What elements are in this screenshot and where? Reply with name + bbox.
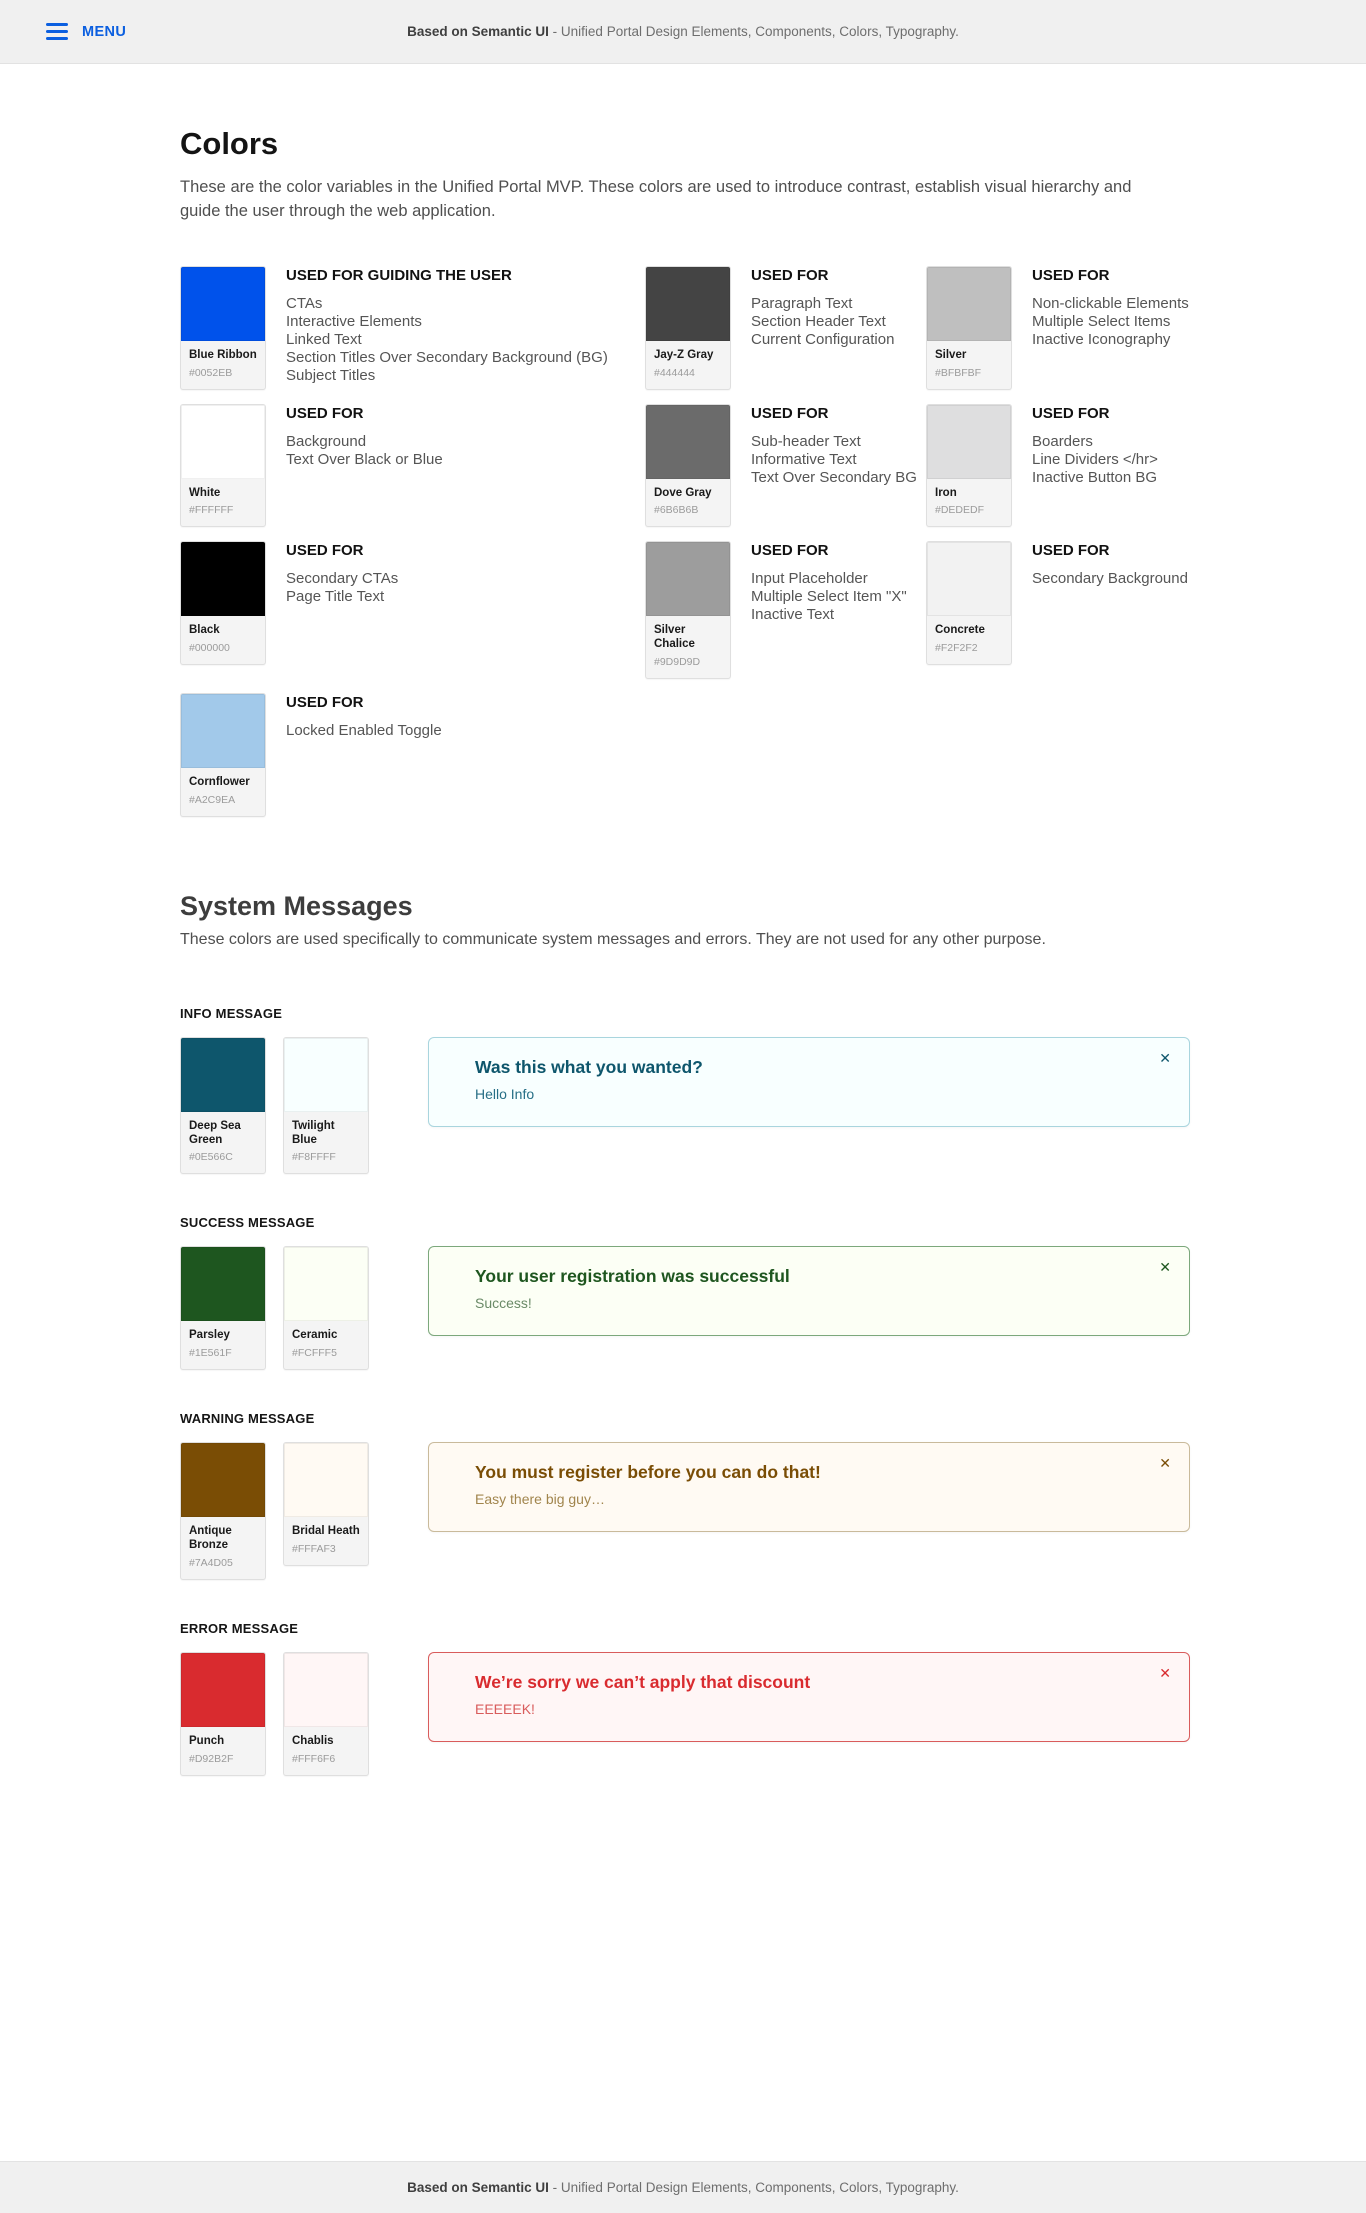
color-meta xyxy=(284,1727,368,1775)
color-cell xyxy=(645,541,926,679)
alert-title: We’re sorry we can’t apply that discount xyxy=(475,1671,811,1692)
color-chip xyxy=(181,542,265,616)
color-hex: #9D9D9D xyxy=(654,656,701,669)
used-for-item: Informative Text xyxy=(751,450,857,468)
color-chip xyxy=(927,542,1011,616)
color-hex: #6B6B6B xyxy=(654,504,699,517)
color-chip xyxy=(927,267,1011,341)
used-for-title: USED FOR xyxy=(286,404,364,422)
page-title: Colors xyxy=(180,126,279,161)
used-for-title: USED FOR xyxy=(751,266,829,284)
used-for-block xyxy=(751,404,917,487)
color-chip xyxy=(284,1653,368,1727)
message-group-label: INFO MESSAGE xyxy=(180,1005,283,1021)
used-for-block xyxy=(1032,541,1188,588)
color-hex: #DEDEDF xyxy=(935,504,985,517)
alert-box xyxy=(428,1442,1190,1532)
color-cell xyxy=(180,266,645,390)
color-meta xyxy=(646,479,730,527)
used-for-item: Inactive Iconography xyxy=(1032,330,1171,348)
color-cell xyxy=(926,266,1190,390)
used-for-item: Page Title Text xyxy=(286,588,385,606)
alert-body: Hello Info xyxy=(475,1085,535,1102)
color-meta xyxy=(181,341,265,389)
used-for-block xyxy=(1032,404,1158,487)
color-swatch-card xyxy=(926,266,1012,390)
color-name: Ceramic xyxy=(292,1329,338,1342)
color-swatch-card xyxy=(645,266,731,390)
used-for-block xyxy=(1032,266,1189,349)
message-group-label: WARNING MESSAGE xyxy=(180,1411,315,1427)
used-for-item: Boarders xyxy=(1032,432,1093,450)
color-swatch-card xyxy=(645,404,731,528)
header-brand-bold: Based on Semantic UI xyxy=(407,24,549,39)
used-for-item: Subject Titles xyxy=(286,366,376,384)
message-groups xyxy=(180,1006,1190,1776)
colors-description: These are the color variables in the Unified Portal MVP. These colors are used to introduce contrast, establish visual hierarchy and guide the user through the web application. xyxy=(180,178,1132,220)
used-for-item: Linked Text xyxy=(286,330,362,348)
used-for-block xyxy=(751,541,907,624)
used-for-item: Line Dividers </hr> xyxy=(1032,450,1158,468)
color-chip xyxy=(284,1038,368,1112)
color-name: Silver xyxy=(935,348,967,361)
alert-title: You must register before you can do that! xyxy=(475,1462,821,1483)
color-hex: #0052EB xyxy=(189,366,233,379)
color-meta xyxy=(181,1517,265,1579)
used-for-block xyxy=(286,693,442,740)
alert-box xyxy=(428,1246,1190,1336)
used-for-item: Paragraph Text xyxy=(751,294,853,312)
color-swatch-card xyxy=(180,1246,266,1370)
close-icon[interactable]: ✕ xyxy=(1159,1455,1171,1472)
color-hex: #A2C9EA xyxy=(189,793,236,806)
color-cell xyxy=(180,541,645,679)
color-chip xyxy=(646,542,730,616)
footer-brand-rest: - Unified Portal Design Elements, Components, Colors, Typography. xyxy=(548,2180,959,2195)
color-chip xyxy=(181,267,265,341)
close-icon[interactable]: ✕ xyxy=(1159,1664,1171,1681)
used-for-item: Input Placeholder xyxy=(751,570,868,588)
message-group-row xyxy=(180,1246,1190,1370)
color-swatch-card xyxy=(926,541,1012,665)
used-for-item: Multiple Select Items xyxy=(1032,312,1171,330)
color-hex: #7A4D05 xyxy=(189,1556,233,1569)
color-name: Chablis xyxy=(292,1734,334,1747)
alert-box xyxy=(428,1652,1190,1742)
alert-body: Easy there big guy… xyxy=(475,1491,605,1508)
close-icon[interactable]: ✕ xyxy=(1159,1049,1171,1066)
used-for-title: USED FOR xyxy=(286,694,364,712)
color-swatch-card xyxy=(180,266,266,390)
color-swatch-card xyxy=(180,404,266,528)
message-group xyxy=(180,1006,1190,1175)
alert-body: Success! xyxy=(475,1295,532,1312)
color-name: Twilight Blue xyxy=(292,1119,335,1146)
system-messages-title: System Messages xyxy=(180,890,413,921)
message-group xyxy=(180,1621,1190,1776)
color-meta xyxy=(284,1517,368,1565)
message-group-label: SUCCESS MESSAGE xyxy=(180,1215,315,1231)
used-for-block xyxy=(751,266,894,349)
color-meta xyxy=(181,1321,265,1369)
used-for-title: USED FOR xyxy=(751,542,829,560)
message-group xyxy=(180,1215,1190,1370)
color-chip xyxy=(181,1038,265,1112)
color-meta xyxy=(927,479,1011,527)
used-for-item: Multiple Select Item "X" xyxy=(751,588,907,606)
color-meta xyxy=(927,616,1011,664)
top-bar xyxy=(0,0,1366,64)
used-for-title: USED FOR xyxy=(1032,266,1110,284)
color-name: Silver Chalice xyxy=(654,624,695,651)
color-meta xyxy=(181,1727,265,1775)
color-name: Blue Ribbon xyxy=(189,348,257,361)
color-swatch-card xyxy=(180,1442,266,1580)
color-hex: #F2F2F2 xyxy=(935,642,978,655)
color-meta xyxy=(284,1321,368,1369)
used-for-item: CTAs xyxy=(286,294,323,312)
main-content xyxy=(0,64,1366,2161)
color-swatch-card xyxy=(180,1652,266,1776)
color-meta xyxy=(181,768,265,816)
color-chip xyxy=(181,1247,265,1321)
color-chip xyxy=(181,1653,265,1727)
color-cell xyxy=(180,404,645,528)
color-chip xyxy=(284,1247,368,1321)
color-swatch-card xyxy=(283,1037,369,1175)
menu-label: MENU xyxy=(82,23,127,40)
used-for-item: Interactive Elements xyxy=(286,312,422,330)
color-hex: #1E561F xyxy=(189,1347,232,1360)
color-hex: #FFF6F6 xyxy=(292,1752,336,1765)
color-meta xyxy=(181,616,265,664)
used-for-item: Sub-header Text xyxy=(751,432,861,450)
color-cell xyxy=(926,541,1190,679)
used-for-item: Section Header Text xyxy=(751,312,886,330)
color-name: Jay-Z Gray xyxy=(654,348,714,361)
color-name: Dove Gray xyxy=(654,486,712,499)
color-cell xyxy=(645,404,926,528)
color-meta xyxy=(181,479,265,527)
color-chip xyxy=(284,1443,368,1517)
color-name: Iron xyxy=(935,486,957,499)
color-name: Cornflower xyxy=(189,776,250,789)
bottom-bar xyxy=(0,2161,1366,2213)
used-for-item: Non-clickable Elements xyxy=(1032,294,1189,312)
used-for-item: Text Over Black or Blue xyxy=(286,450,443,468)
used-for-item: Section Titles Over Secondary Background (BG) xyxy=(286,348,608,366)
hamburger-icon xyxy=(46,23,68,41)
header-brand-rest: - Unified Portal Design Elements, Components, Colors, Typography. xyxy=(548,24,959,39)
used-for-block xyxy=(286,541,398,606)
color-chip xyxy=(646,267,730,341)
color-name: Concrete xyxy=(935,624,985,637)
used-for-title: USED FOR xyxy=(286,542,364,560)
used-for-item: Inactive Text xyxy=(751,606,835,624)
color-name: Black xyxy=(189,624,220,637)
message-group-row xyxy=(180,1442,1190,1580)
color-hex: #0E566C xyxy=(189,1151,233,1164)
color-hex: #BFBFBF xyxy=(935,366,982,379)
color-chip xyxy=(181,405,265,479)
alert-box xyxy=(428,1037,1190,1127)
color-meta xyxy=(927,341,1011,389)
used-for-item: Locked Enabled Toggle xyxy=(286,722,442,740)
color-swatch-card xyxy=(283,1652,369,1776)
color-swatch-grid xyxy=(180,266,1190,817)
message-group-row xyxy=(180,1037,1190,1175)
color-swatch-card xyxy=(645,541,731,679)
color-name: White xyxy=(189,486,221,499)
color-cell xyxy=(180,693,645,817)
color-swatch-card xyxy=(180,1037,266,1175)
used-for-title: USED FOR xyxy=(1032,404,1110,422)
color-hex: #F8FFFF xyxy=(292,1151,336,1164)
color-hex: #D92B2F xyxy=(189,1752,234,1765)
used-for-item: Secondary CTAs xyxy=(286,570,399,588)
alert-title: Your user registration was successful xyxy=(475,1266,790,1287)
color-name: Bridal Heath xyxy=(292,1525,360,1538)
header-brand xyxy=(407,24,959,39)
color-hex: #000000 xyxy=(189,642,230,655)
color-hex: #FFFAF3 xyxy=(292,1543,336,1556)
close-icon[interactable]: ✕ xyxy=(1159,1259,1171,1276)
color-name: Deep Sea Green xyxy=(189,1119,241,1146)
alert-title: Was this what you wanted? xyxy=(475,1056,703,1077)
color-hex: #FFFFFF xyxy=(189,504,234,517)
menu-button[interactable] xyxy=(46,23,126,41)
color-swatch-card xyxy=(283,1442,369,1566)
used-for-title: USED FOR GUIDING THE USER xyxy=(286,266,512,284)
message-group-row xyxy=(180,1652,1190,1776)
color-name: Parsley xyxy=(189,1329,230,1342)
color-chip xyxy=(181,1443,265,1517)
color-chip xyxy=(646,405,730,479)
system-messages-description: These colors are used specifically to communicate system messages and errors. They are not used for any other purpose. xyxy=(180,930,1046,948)
used-for-item: Background xyxy=(286,432,367,450)
alert-body: EEEEEK! xyxy=(475,1700,535,1717)
color-swatch-card xyxy=(180,693,266,817)
color-meta xyxy=(646,341,730,389)
used-for-item: Text Over Secondary BG xyxy=(751,468,917,486)
color-hex: #444444 xyxy=(654,366,695,379)
color-name: Antique Bronze xyxy=(189,1525,232,1552)
color-chip xyxy=(181,694,265,768)
color-swatch-card xyxy=(283,1246,369,1370)
color-swatch-card xyxy=(926,404,1012,528)
color-cell xyxy=(645,266,926,390)
used-for-title: USED FOR xyxy=(1032,542,1110,560)
color-swatch-card xyxy=(180,541,266,665)
footer-brand xyxy=(407,2180,959,2195)
color-meta xyxy=(646,616,730,678)
used-for-block xyxy=(286,266,608,385)
color-chip xyxy=(927,405,1011,479)
used-for-block xyxy=(286,404,443,469)
used-for-item: Current Configuration xyxy=(751,330,895,348)
color-meta xyxy=(284,1112,368,1174)
message-group xyxy=(180,1411,1190,1580)
color-cell xyxy=(926,404,1190,528)
color-hex: #FCFFF5 xyxy=(292,1347,337,1360)
used-for-item: Secondary Background xyxy=(1032,570,1188,588)
used-for-item: Inactive Button BG xyxy=(1032,468,1158,486)
message-group-label: ERROR MESSAGE xyxy=(180,1620,299,1636)
footer-brand-bold: Based on Semantic UI xyxy=(407,2180,549,2195)
color-meta xyxy=(181,1112,265,1174)
used-for-title: USED FOR xyxy=(751,404,829,422)
color-name: Punch xyxy=(189,1734,225,1747)
